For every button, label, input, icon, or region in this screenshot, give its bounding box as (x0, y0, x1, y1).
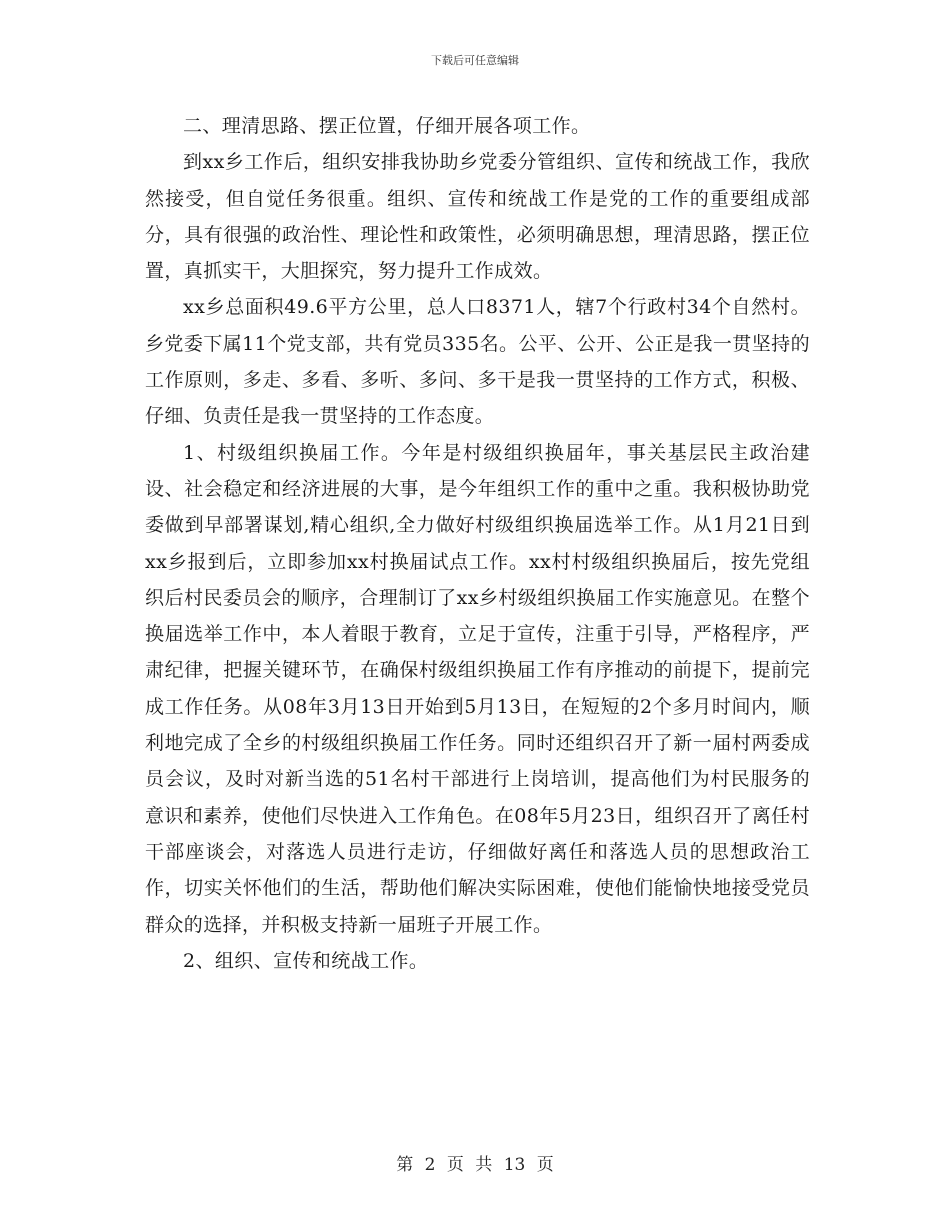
section-heading: 二、理清思路、摆正位置，仔细开展各项工作。 (183, 115, 591, 137)
paragraph-overview: xx乡总面积49.6平方公里，总人口8371人，辖7个行政村34个自然村。乡党委下属11个党支部，共有党员335名。公平、公开、公正是我一贯坚持的工作原则，多走、多看、多听、多问、多干是我一贯坚持的工作方式，积极、仔细、负责任是我一贯坚持的工作态度。 (145, 296, 810, 428)
page-number: 第 2 页 共 13 页 (396, 1155, 554, 1175)
document-body (145, 108, 810, 979)
paragraph-election-work: 1、村级组织换届工作。今年是村级组织换届年，事关基层民主政治建设、社会稳定和经济进展的大事，是今年组织工作的重中之重。我积极协助党委做到早部署谋划,精心组织,全力做好村级组织换届选举工作。从1月21日到xx乡报到后，立即参加xx村换届试点工作。xx村村级组织换届后，按先党组织后村民委员会的顺序，合理制订了xx乡村级组织换届工作实施意见。在整个换届选举工作中，本人着眼于教育，立足于宣传，注重于引导，严格程序，严肃纪律，把握关键环节，在确保村级组织换届工作有序推动的前提下，提前完成工作任务。从08年3月13日开始到5月13日，在短短的2个多月时间内，顺利地完成了全乡的村级组织换届工作任务。同时还组织召开了新一届村两委成员会议，及时对新当选的51名村干部进行上岗培训，提高他们为村民服务的意识和素养，使他们尽快进入工作角色。在08年5月23日，组织召开了离任村干部座谈会，对落选人员进行走访，仔细做好离任和落选人员的思想政治工作，切实关怀他们的生活，帮助他们解决实际困难，使他们能愉快地接受党员群众的选择，并积极支持新一届班子开展工作。 (145, 441, 810, 936)
subsection-heading: 2、组织、宣传和统战工作。 (183, 949, 429, 972)
page-header: 下载后可任意编辑 (431, 54, 519, 67)
paragraph-intro: 到xx乡工作后，组织安排我协助乡党委分管组织、宣传和统战工作，我欣然接受，但自觉任务很重。组织、宣传和统战工作是党的工作的重要组成部分，具有很强的政治性、理论性和政策性，必须明确思想，理清思路，摆正位置，真抓实干，大胆探究，努力提升工作成效。 (145, 151, 810, 283)
